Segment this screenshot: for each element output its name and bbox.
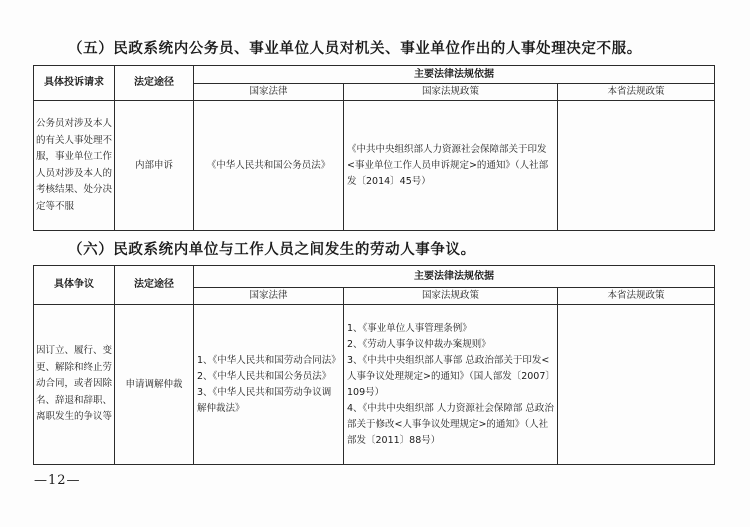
col-law-header: 国家法律 [194,84,344,101]
regs-cell [344,305,558,465]
section-6-heading: （六）民政系统内单位与工作人员之间发生的劳动人事争议。 [68,241,476,258]
col-request-header: 具体争议 [34,266,115,305]
law-item: 2、《中华人民共和国公务员法》 [197,370,332,382]
regs-cell: 《中共中央组织部人力资源社会保障部关于印发<事业单位工作人员申诉规定>的通知》（人社部发〔2014〕45号） [344,101,558,231]
route-cell: 申请调解仲裁 [115,305,194,465]
page-number: —12— [34,473,81,488]
col-regs-header: 国家法规政策 [344,288,558,305]
law-item: 1、《中华人民共和国劳动合同法》 [197,354,341,366]
section-5-table [33,65,715,231]
request-cell: 公务员对涉及本人的有关人事处理不服，事业单位工作人员对涉及本人的考核结果、处分决定等不服 [34,101,115,231]
local-cell [558,305,715,465]
col-request-header: 具体投诉请求 [34,66,115,101]
regs-item: 4、《中共中央组织部 人力资源社会保障部 总政治部关于修改<人事争议处理规定>的通知》（人社部发〔2011〕88号） [347,402,554,446]
request-cell: 因订立、履行、变更、解除和终止劳动合同，或者因除名、辞退和辞职、离职发生的争议等 [34,305,115,465]
route-cell: 内部申诉 [115,101,194,231]
col-local-header: 本省法规政策 [558,84,715,101]
col-local-header: 本省法规政策 [558,288,715,305]
law-item: 3、《中华人民共和国劳动争议调解仲裁法》 [197,386,332,414]
section-5-heading: （五）民政系统内公务员、事业单位人员对机关、事业单位作出的人事处理决定不服。 [68,40,642,57]
col-regs-header: 国家法规政策 [344,84,558,101]
law-cell [194,305,344,465]
section-6-table [33,265,715,465]
regs-item: 1、《事业单位人事管理条例》 [347,322,472,334]
col-law-header: 国家法律 [194,288,344,305]
col-basis-header: 主要法律法规依据 [194,66,715,84]
col-route-header: 法定途径 [115,266,194,305]
law-cell: 《中华人民共和国公务员法》 [194,101,344,231]
regs-item: 3、《中共中央组织部人事部 总政治部关于印发<人事争议处理规定>的通知》（国人部发〔2007〕109号） [347,354,551,398]
col-route-header: 法定途径 [115,66,194,101]
col-basis-header: 主要法律法规依据 [194,266,715,288]
regs-item: 2、《劳动人事争议仲裁办案规则》 [347,338,491,350]
local-cell [558,101,715,231]
